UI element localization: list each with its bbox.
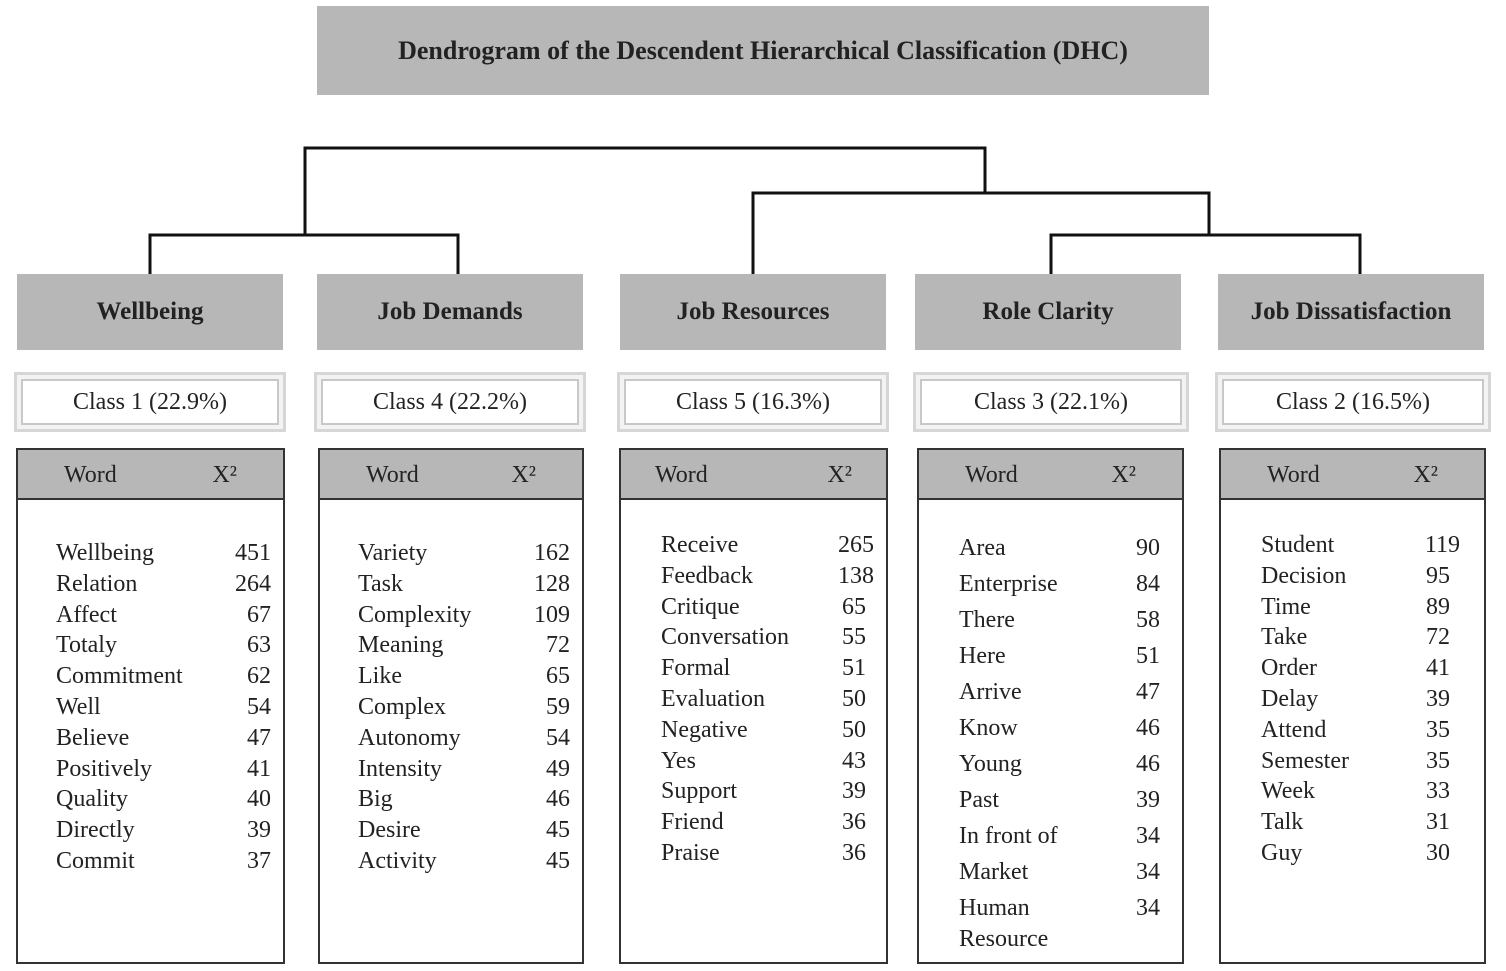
header-job-dissatisfaction: Job Dissatisfaction bbox=[1218, 274, 1484, 350]
row-word: Human bbox=[959, 895, 1030, 921]
left-branch bbox=[150, 235, 458, 274]
row-word: In front of bbox=[959, 823, 1058, 849]
row-word: Student bbox=[1261, 532, 1335, 558]
table-row bbox=[1221, 776, 1484, 807]
table-header bbox=[1221, 450, 1484, 500]
header-role-clarity: Role Clarity bbox=[915, 274, 1181, 350]
row-word: Complex bbox=[358, 693, 446, 720]
row-value: 62 bbox=[247, 663, 271, 690]
table-row bbox=[18, 600, 283, 631]
row-value: 50 bbox=[842, 685, 866, 712]
row-word: Feedback bbox=[661, 562, 753, 589]
row-word: Like bbox=[358, 663, 402, 690]
col-word-label: Word bbox=[655, 462, 708, 488]
row-word: Negative bbox=[661, 716, 748, 743]
table-row bbox=[621, 746, 886, 777]
row-word: Semester bbox=[1261, 747, 1349, 774]
row-word: Arrive bbox=[959, 679, 1022, 705]
table-row bbox=[919, 710, 1182, 746]
row-value: 55 bbox=[842, 624, 866, 651]
row-word: Positively bbox=[56, 755, 153, 782]
table-row bbox=[18, 661, 283, 692]
row-value: 265 bbox=[838, 532, 874, 558]
row-word: Autonomy bbox=[358, 724, 461, 751]
table-row bbox=[919, 854, 1182, 890]
row-word: Order bbox=[1261, 655, 1317, 682]
table-row bbox=[919, 782, 1182, 818]
table-row bbox=[919, 674, 1182, 710]
row-value: 65 bbox=[842, 593, 866, 620]
row-value: 90 bbox=[1136, 535, 1160, 561]
row-value: 39 bbox=[1136, 787, 1160, 813]
word-table-job-resources bbox=[619, 448, 888, 964]
row-word: Guy bbox=[1261, 839, 1303, 866]
table-row bbox=[320, 723, 582, 754]
table-rows bbox=[621, 500, 886, 869]
table-row bbox=[621, 530, 886, 561]
table-row bbox=[1221, 715, 1484, 746]
row-word: Conversation bbox=[661, 624, 789, 651]
row-value: 40 bbox=[247, 786, 271, 813]
header-job-demands: Job Demands bbox=[317, 274, 583, 350]
row-value: 119 bbox=[1424, 532, 1460, 558]
diagram-title: Dendrogram of the Descendent Hierarchical Classification (DHC) bbox=[317, 6, 1209, 95]
row-word: Totaly bbox=[56, 632, 117, 659]
table-row bbox=[18, 538, 283, 569]
row-word: Commit bbox=[56, 847, 135, 874]
row-value: 33 bbox=[1426, 778, 1450, 805]
table-row bbox=[919, 818, 1182, 854]
class-box-4 bbox=[314, 372, 586, 432]
row-word: Enterprise bbox=[959, 571, 1058, 597]
row-value: 41 bbox=[1426, 655, 1450, 682]
row-value: 35 bbox=[1426, 716, 1450, 743]
row-value: 43 bbox=[842, 747, 866, 774]
table-row bbox=[18, 630, 283, 661]
table-row bbox=[919, 638, 1182, 674]
row-word: Support bbox=[661, 778, 738, 805]
table-row bbox=[621, 776, 886, 807]
row-word: Activity bbox=[358, 847, 437, 874]
row-value: 47 bbox=[247, 724, 271, 751]
row-value: 109 bbox=[534, 601, 570, 628]
row-word: Praise bbox=[661, 839, 720, 866]
table-row bbox=[18, 754, 283, 785]
row-word: Quality bbox=[56, 786, 128, 813]
class-label: Class 2 (16.5%) bbox=[1222, 379, 1484, 425]
table-row bbox=[1221, 622, 1484, 653]
row-value: 35 bbox=[1426, 747, 1450, 774]
table-row bbox=[1221, 653, 1484, 684]
row-value: 46 bbox=[1136, 715, 1160, 741]
row-word: Receive bbox=[661, 532, 739, 558]
row-word: Area bbox=[959, 535, 1006, 561]
table-row bbox=[919, 746, 1182, 782]
row-value: 36 bbox=[842, 839, 866, 866]
row-value: 59 bbox=[546, 693, 570, 720]
row-word: Attend bbox=[1261, 716, 1327, 743]
table-row bbox=[1221, 530, 1484, 561]
row-value: 89 bbox=[1426, 593, 1450, 620]
row-value: 49 bbox=[546, 755, 570, 782]
table-header bbox=[919, 450, 1182, 500]
col-x2-label: X² bbox=[1413, 462, 1438, 488]
table-row bbox=[1221, 592, 1484, 623]
table-row bbox=[320, 600, 582, 631]
row-value: 36 bbox=[842, 809, 866, 836]
row-value: 63 bbox=[247, 632, 271, 659]
table-row bbox=[1221, 684, 1484, 715]
row-value: 84 bbox=[1136, 571, 1160, 597]
row-word: Task bbox=[358, 570, 403, 597]
col-x2-label: X² bbox=[511, 462, 536, 488]
row-word: Here bbox=[959, 643, 1006, 669]
row-value: 138 bbox=[838, 562, 874, 589]
table-row bbox=[621, 838, 886, 869]
col-x2-label: X² bbox=[212, 462, 237, 488]
table-row bbox=[621, 622, 886, 653]
table-header bbox=[320, 450, 582, 500]
row-value: 45 bbox=[546, 817, 570, 844]
row-word: Decision bbox=[1261, 562, 1347, 589]
row-value: 72 bbox=[1426, 624, 1450, 651]
class-box-1 bbox=[14, 372, 286, 432]
table-row bbox=[320, 815, 582, 846]
class-label: Class 3 (22.1%) bbox=[920, 379, 1182, 425]
row-word: Young bbox=[959, 751, 1022, 777]
class-label: Class 4 (22.2%) bbox=[321, 379, 579, 425]
table-row bbox=[621, 653, 886, 684]
table-header bbox=[18, 450, 283, 500]
row-value: 39 bbox=[247, 817, 271, 844]
row-word: Week bbox=[1261, 778, 1316, 805]
row-value: 34 bbox=[1136, 823, 1160, 849]
row-value: 58 bbox=[1136, 607, 1160, 633]
table-row bbox=[919, 890, 1182, 926]
table-row bbox=[621, 684, 886, 715]
table-row bbox=[621, 561, 886, 592]
table-row bbox=[320, 784, 582, 815]
table-header bbox=[621, 450, 886, 500]
row-word: There bbox=[959, 607, 1015, 633]
row-word: Meaning bbox=[358, 632, 444, 659]
table-row bbox=[621, 807, 886, 838]
row-value: 30 bbox=[1426, 839, 1450, 866]
word-table-role-clarity bbox=[917, 448, 1184, 964]
class-box-2 bbox=[1215, 372, 1491, 432]
row-word: Critique bbox=[661, 593, 740, 620]
table-row bbox=[18, 815, 283, 846]
row-word: Friend bbox=[661, 809, 724, 836]
table-row bbox=[18, 692, 283, 723]
row-value: 45 bbox=[546, 847, 570, 874]
row-word: Intensity bbox=[358, 755, 442, 782]
class-box-5 bbox=[617, 372, 889, 432]
row-word: Believe bbox=[56, 724, 130, 751]
row-value: 34 bbox=[1136, 859, 1160, 885]
row-value: 54 bbox=[546, 724, 570, 751]
row-value: 46 bbox=[546, 786, 570, 813]
row-word: Variety bbox=[358, 540, 428, 566]
row-word: Yes bbox=[661, 747, 696, 774]
table-row bbox=[18, 723, 283, 754]
row-value: 47 bbox=[1136, 679, 1160, 705]
row-value: 67 bbox=[247, 601, 271, 628]
word-table-job-dissatisfaction bbox=[1219, 448, 1486, 964]
row-value: 34 bbox=[1136, 895, 1160, 921]
table-row bbox=[919, 602, 1182, 638]
row-word: Desire bbox=[358, 817, 421, 844]
col-x2-label: X² bbox=[827, 462, 852, 488]
row-value: 37 bbox=[247, 847, 271, 874]
row-value: 39 bbox=[1426, 685, 1450, 712]
table-row bbox=[320, 692, 582, 723]
row-value: 95 bbox=[1426, 562, 1450, 589]
row-value: 128 bbox=[534, 570, 570, 597]
row-value: 51 bbox=[1136, 643, 1160, 669]
word-table-wellbeing bbox=[16, 448, 285, 964]
table-row bbox=[320, 846, 582, 877]
table-row bbox=[18, 784, 283, 815]
dendrogram-tree bbox=[0, 0, 1506, 280]
class-box-3 bbox=[913, 372, 1189, 432]
col-word-label: Word bbox=[1267, 462, 1320, 488]
col-word-label: Word bbox=[965, 462, 1018, 488]
row-word: Big bbox=[358, 786, 393, 813]
table-row bbox=[18, 569, 283, 600]
table-row bbox=[919, 926, 1182, 952]
row-value: 31 bbox=[1426, 809, 1450, 836]
row-value: 46 bbox=[1136, 751, 1160, 777]
header-wellbeing: Wellbeing bbox=[17, 274, 283, 350]
row-word: Delay bbox=[1261, 685, 1319, 712]
table-row bbox=[320, 661, 582, 692]
row-word: Wellbeing bbox=[56, 540, 155, 566]
row-word: Relation bbox=[56, 570, 138, 597]
table-row bbox=[919, 566, 1182, 602]
row-value: 451 bbox=[235, 540, 271, 566]
row-value: 264 bbox=[235, 570, 271, 597]
row-word: Complexity bbox=[358, 601, 472, 628]
table-rows bbox=[919, 500, 1182, 952]
table-row bbox=[1221, 838, 1484, 869]
table-rows bbox=[1221, 500, 1484, 869]
table-row bbox=[1221, 561, 1484, 592]
row-word: Talk bbox=[1261, 809, 1304, 836]
word-table-job-demands bbox=[318, 448, 584, 964]
root-branch bbox=[305, 148, 985, 234]
col-word-label: Word bbox=[366, 462, 419, 488]
table-row bbox=[1221, 807, 1484, 838]
table-row bbox=[320, 569, 582, 600]
row-word: Take bbox=[1261, 624, 1308, 651]
row-word: Directly bbox=[56, 817, 135, 844]
class-label: Class 1 (22.9%) bbox=[21, 379, 279, 425]
row-word: Affect bbox=[56, 601, 117, 628]
row-value: 54 bbox=[247, 693, 271, 720]
row-value: 162 bbox=[534, 540, 570, 566]
header-job-resources: Job Resources bbox=[620, 274, 886, 350]
table-row bbox=[320, 754, 582, 785]
row-word: Know bbox=[959, 715, 1018, 741]
table-row bbox=[621, 715, 886, 746]
row-word: Well bbox=[56, 693, 101, 720]
col-word-label: Word bbox=[64, 462, 117, 488]
table-row bbox=[919, 530, 1182, 566]
row-word: Evaluation bbox=[661, 685, 765, 712]
table-row bbox=[18, 846, 283, 877]
right-sub-branch bbox=[1051, 235, 1360, 274]
row-value: 72 bbox=[546, 632, 570, 659]
row-word: Formal bbox=[661, 655, 731, 682]
row-word: Market bbox=[959, 859, 1029, 885]
row-value: 39 bbox=[842, 778, 866, 805]
row-value: 51 bbox=[842, 655, 866, 682]
row-value: 50 bbox=[842, 716, 866, 743]
table-rows bbox=[18, 500, 283, 877]
table-row bbox=[320, 538, 582, 569]
row-word: Resource bbox=[959, 926, 1049, 952]
row-word: Past bbox=[959, 787, 1000, 813]
table-row bbox=[1221, 746, 1484, 777]
row-value: 41 bbox=[247, 755, 271, 782]
table-row bbox=[621, 592, 886, 623]
col-x2-label: X² bbox=[1111, 462, 1136, 488]
table-rows bbox=[320, 500, 582, 877]
row-word: Time bbox=[1261, 593, 1311, 620]
table-row bbox=[320, 630, 582, 661]
row-word: Commitment bbox=[56, 663, 183, 690]
row-value: 65 bbox=[546, 663, 570, 690]
class-label: Class 5 (16.3%) bbox=[624, 379, 882, 425]
